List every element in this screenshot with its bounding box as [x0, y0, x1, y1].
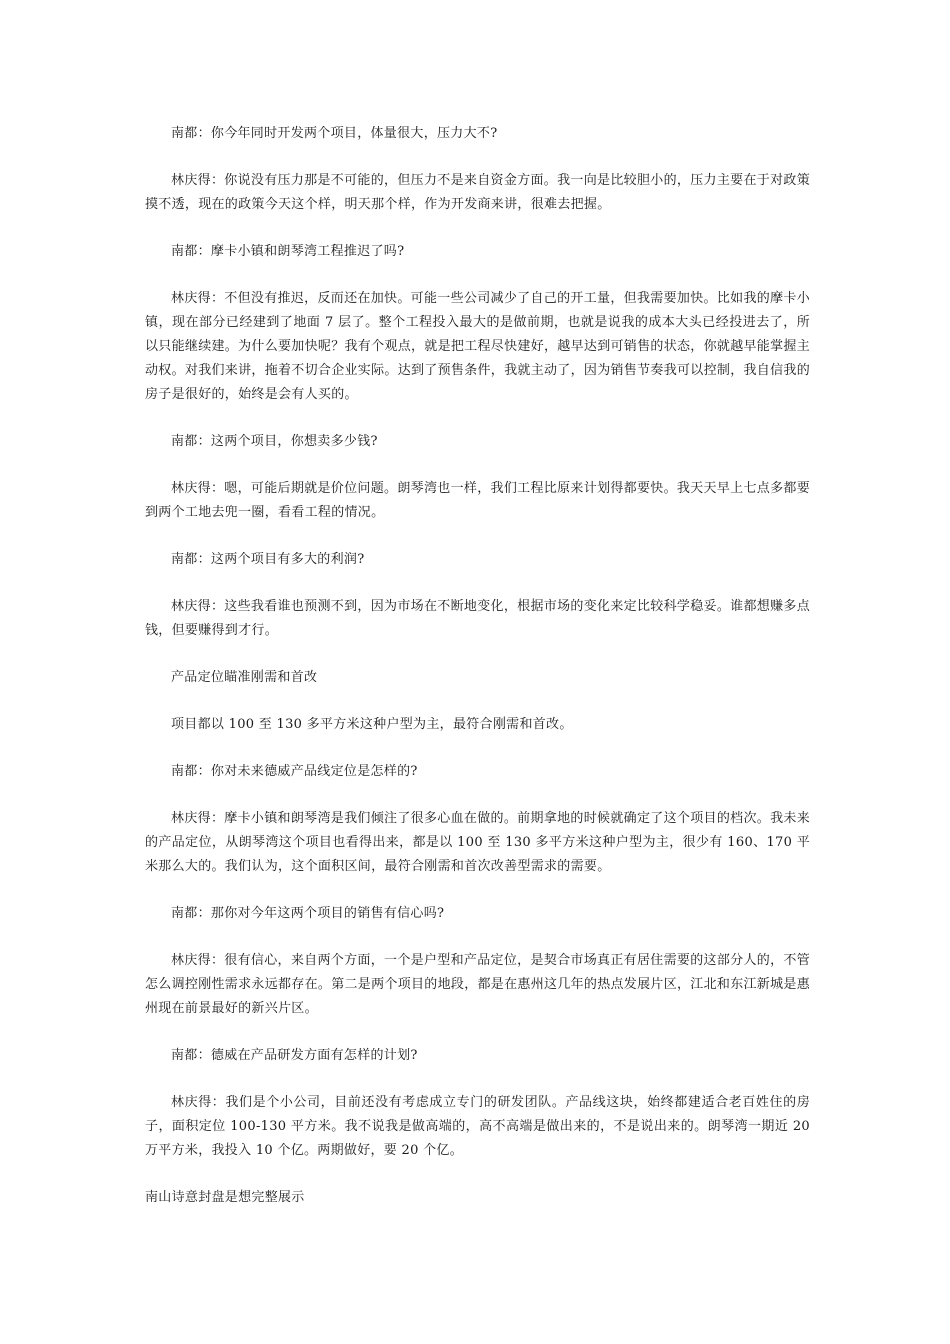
paragraph-answer: 林庆得：我们是个小公司，目前还没有考虑成立专门的研发团队。产品线这块，始终都建适合老百姓住的房子，面积定位 100-130 平方米。我不说我是做高端的，高不高端是做出来的，不是说出来的。朗琴湾一期近 20 万平方米，我投入 10 个亿。两期做好，要 20 个亿。 — [145, 1095, 810, 1158]
paragraph-answer: 林庆得：你说没有压力那是不可能的，但压力不是来自资金方面。我一向是比较胆小的，压力主要在于对政策摸不透，现在的政策今天这个样，明天那个样，作为开发商来讲，很难去把握。 — [145, 173, 810, 212]
paragraph-answer: 林庆得：很有信心，来自两个方面，一个是户型和产品定位，是契合市场真正有居住需要的这部分人的，不管怎么调控刚性需求永远都存在。第二是两个项目的地段，都是在惠州这几年的热点发展片区，江北和东江新城是惠州现在前景最好的新兴片区。 — [145, 953, 811, 1016]
section-heading: 产品定位瞄准刚需和首改 — [171, 670, 318, 685]
paragraph-question: 南都：摩卡小镇和朗琴湾工程推迟了吗? — [171, 244, 405, 259]
paragraph-answer: 林庆得：不但没有推迟，反而还在加快。可能一些公司减少了自己的开工量，但我需要加快。比如我的摩卡小镇，现在部分已经建到了地面 7 层了。整个工程投入最大的是做前期，也就是说我的成本大头已经投进去了，所以只能继续建。为什么要加快呢？我有个观点，就是把工程尽快建好，越早达到可销售的状态，你就越早能掌握主动权。对我们来讲，拖着不切合企业实际。达到了预售条件，我就主动了，因为销售节奏我可以控制，我自信我的房子是很好的，始终是会有人买的。 — [145, 291, 811, 402]
paragraph-question: 南都：这两个项目，你想卖多少钱? — [171, 434, 378, 449]
paragraph-answer: 林庆得：这些我看谁也预测不到，因为市场在不断地变化，根据市场的变化来定比较科学稳妥。谁都想赚多点钱，但要赚得到才行。 — [145, 599, 810, 638]
paragraph-answer: 林庆得：嗯，可能后期就是价位问题。朗琴湾也一样，我们工程比原来计划得都要快。我天天早上七点多都要到两个工地去兜一圈，看看工程的情况。 — [145, 481, 810, 520]
paragraph-question: 南都：那你对今年这两个项目的销售有信心吗? — [171, 906, 445, 921]
paragraph-question: 南都：你对未来德威产品线定位是怎样的? — [171, 764, 418, 779]
section-summary: 项目都以 100 至 130 多平方米这种户型为主，最符合刚需和首改。 — [171, 717, 573, 732]
document-body — [145, 122, 810, 1233]
paragraph-question: 南都：你今年同时开发两个项目，体量很大，压力大不? — [171, 126, 498, 141]
paragraph-answer: 林庆得：摩卡小镇和朗琴湾是我们倾注了很多心血在做的。前期拿地的时候就确定了这个项目的档次。我未来的产品定位，从朗琴湾这个项目也看得出来，都是以 100 至 130 多平方米这种户型为主，很少有 160、170 平米那么大的。我们认为，这个面积区间，最符合刚需和首次改善型需求的需要。 — [145, 811, 810, 874]
section-heading: 南山诗意封盘是想完整展示 — [145, 1190, 305, 1205]
paragraph-question: 南都：德威在产品研发方面有怎样的计划? — [171, 1048, 418, 1063]
paragraph-question: 南都：这两个项目有多大的利润? — [171, 552, 365, 567]
